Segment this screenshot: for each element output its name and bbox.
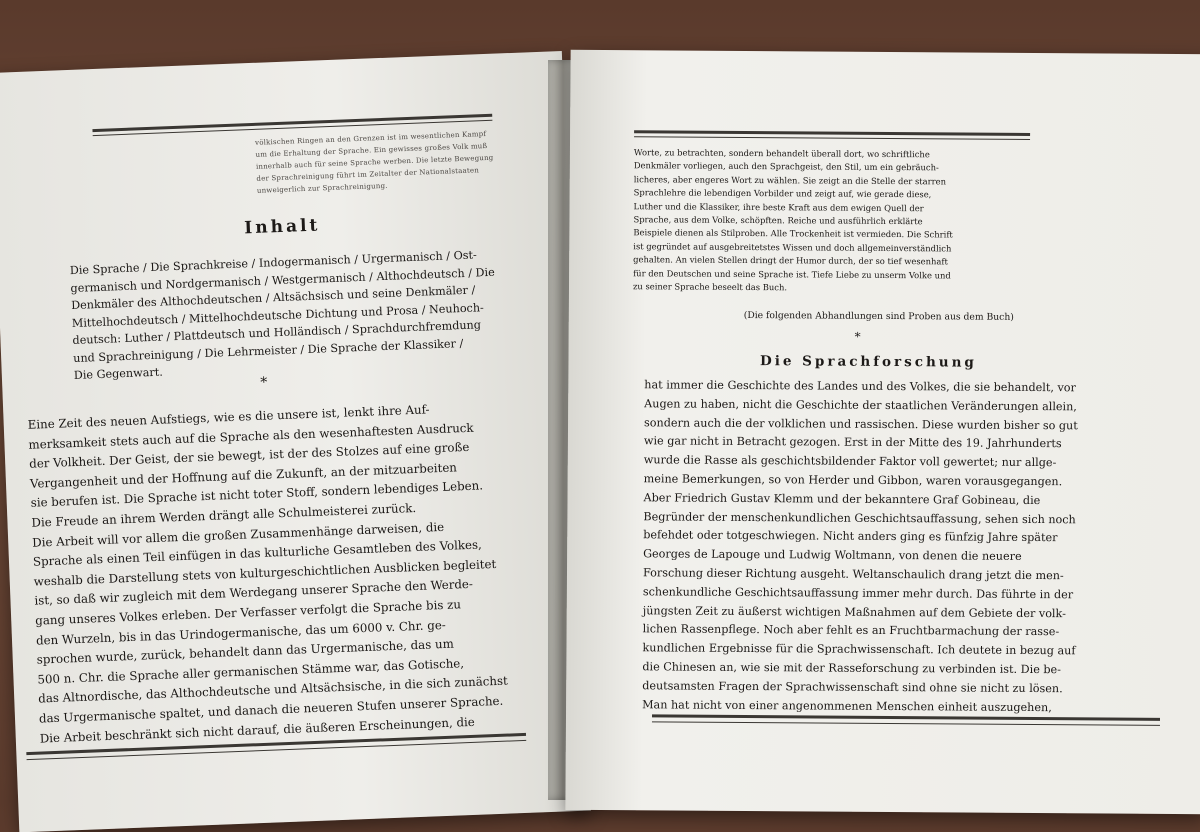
right-top-rule-thin: [634, 136, 1030, 140]
right-separator: *: [854, 329, 861, 344]
left-top-note: völkischen Ringen an den Grenzen ist im wesentlichen Kampf um die Erhaltung der Sprache. Ein gewisses großes Volk muß innerhalb auch für seine Sprache werben. Die letzte Bewegung der Sprachreinigung führt im Zeitalter der Nationalstaaten unweigerlich zur Sprachreinigung.: [254, 129, 494, 195]
left-page: [0, 51, 591, 832]
right-top-text: Worte, zu betrachten, sondern behandelt überall dort, wo schriftliche Denkmäler vorliegen, auch den Sprachgeist, den Stil, um ein gebräuch- licheres, aber engeres Wort zu wählen. Sie zeigt an die Stelle der starren Sprachlehre die lebendigen Vorbilder und zeigt auf, wie gerade diese, Luther und die Klassiker, ihre beste Kraft aus dem ewigen Quell der Sprache, aus dem Volke, schöpften. Reiche und ausführlich erklärte Beispiele dienen als Stilproben. Alle Trockenheit ist vermieden. Die Schrift ist gegründet auf ausgebreitetstes Wissen und doch allgemeinverständlich gehalten. An vielen Stellen dringt der Humor durch, der so tief wesenhaft für den Deutschen und seine Sprache ist. Tiefe Liebe zu unserm Volke und zu seiner Sprache beseelt das Buch.: [632, 147, 953, 293]
section-heading: Die Sprachforschung: [760, 353, 977, 371]
right-bottom-rule-thin: [652, 721, 1160, 726]
right-body-text: hat immer die Geschichte des Landes und des Volkes, die sie behandelt, vor Augen zu haben, nicht die Geschichte der staatlichen Veränderungen allein, sondern auch die der volklichen und rassischen. Diese wurden bisher so gut wie gar nicht in Betracht gezogen. Erst in der Mitte des 19. Jahrhunderts wurde die Rasse als geschichtsbildender Faktor voll gewertet; nur allge- meine Bemerkungen, so von Herder und Gibbon, waren vorausgegangen. Aber Friedrich Gustav Klemm und der bekanntere Graf Gobineau, die Begründer der menschenkundlichen Geschichtsauffassung, sehen sich noch befehdet oder totgeschwiegen. Nicht anders ging es fünfzig Jahre später Georges de Lapouge und Ludwig Woltmann, von denen die neuere Forschung dieser Richtung ausgeht. Weltanschaulich drang jetzt die men- schenkundliche Geschichtsauffassung immer mehr durch. Das führte in der jüngsten Zeit zu äußerst wichtigen Maßnahmen auf dem Gebiete der volk- lichen Rassenpflege. Noch aber fehlt es an Fruchtbarmachung der rasse- kundlichen Ergebnisse für die Sprachwissenschaft. Ich deutete in bezug auf die Chinesen an, wie sie mit der Rasseforschung zu verbinden ist. Die be- deutsamsten Fragen der Sprachwissenschaft sind ohne sie nicht zu lösen. Man hat nicht von einer angenommenen Menschen einheit auszugehen,: [642, 378, 1078, 714]
right-note: (Die folgenden Abhandlungen sind Proben aus dem Buch): [743, 309, 1014, 323]
contents-heading: Inhalt: [243, 215, 321, 239]
left-separator: *: [259, 374, 268, 391]
left-body-text: Eine Zeit des neuen Aufstiegs, wie es die unsere ist, lenkt ihre Auf- merksamkeit stets auch auf die Sprache als den wesenhaftesten Ausdruck der Volkheit. Der Geist, der sie bewegt, ist der des Stolzes auf eine große Vergangenheit und der Hoffnung auf die Zukunft, an der mitzuarbeiten sie berufen ist. Die Sprache ist nicht toter Stoff, sondern lebendiges Leben. Die Freude an ihrem Werden drängt alle Schulmeisterei zurück. Die Arbeit will vor allem die großen Zusammenhänge darweisen, die Sprache als einen Teil einfügen in das kulturliche Gesamtleben des Volkes, weshalb die Darstellung stets von kulturgeschichtlichen Ausblicken begleitet ist, so daß wir zugleich mit dem Werdegang unserer Sprache den Werde- gang unseres Volkes erleben. Der Verfasser verfolgt die Sprache bis zu den Wurzeln, bis in das Urindogermanische, das um 6000 v. Chr. ge- sprochen wurde, zurück, behandelt dann das Urgermanische, das um 500 n. Chr. die Sprache aller germanischen Stämme war, das Gotische, das Altnordische, das Althochdeutsche und Altsächsische, in die sich zunächst das Urgermanische spaltet, und danach die neueren Stufen unserer Sprache. Die Arbeit beschränkt sich nicht darauf, die äußeren Erscheinungen, die: [27, 402, 509, 746]
contents-text: Die Sprache / Die Sprachkreise / Indogermanisch / Urgermanisch / Ost- germanisch und Nordgermanisch / Westgermanisch / Althochdeutsch / Die Denkmäler des Althochdeutschen / Altsächsisch und seine Denkmäler / Mittelhochdeutsch / Mittelhochdeutsche Dichtung und Prosa / Neuhoch- deutsch: Luther / Plattdeutsch und Holländisch / Sprachdurchfremdung und Sprachreinigung / Die Lehrmeister / Die Sprache der Klassiker / Die Gegenwart.: [69, 248, 495, 382]
right-page: [565, 50, 1200, 814]
right-top-rule: [634, 130, 1030, 136]
